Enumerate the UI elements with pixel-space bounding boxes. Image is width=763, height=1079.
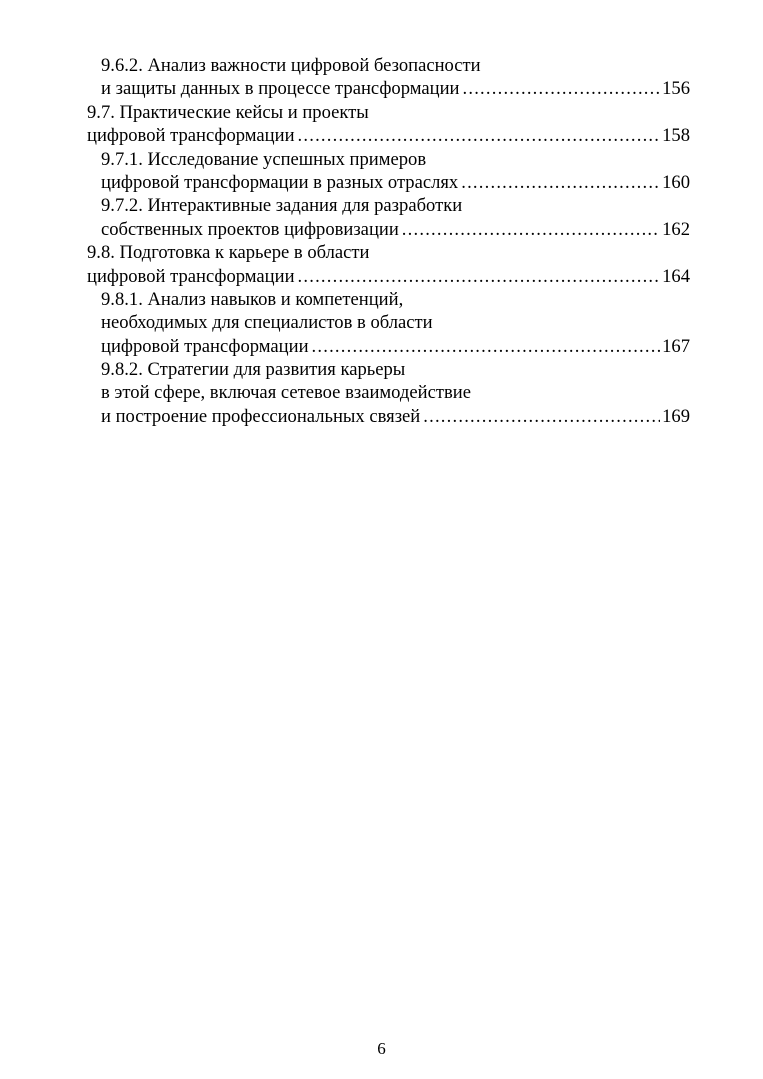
toc-entry-title-end: и построение профессиональных связей (101, 405, 421, 427)
toc-entry-title-end: цифровой трансформации (101, 335, 309, 357)
toc-entry-last-line (101, 335, 690, 358)
dot-leader (312, 335, 661, 358)
toc-page-number: 164 (662, 265, 690, 287)
toc-entry-title-line: в этой сфере, включая сетевое взаимодействие (101, 382, 471, 404)
toc-entry-last-line (87, 124, 690, 147)
toc-entry-last-line (87, 265, 690, 288)
toc-entry-9-8-1[interactable] (87, 288, 690, 358)
toc-entry-title-line: 9.8.1. Анализ навыков и компетенций, (101, 288, 404, 310)
toc-page-number: 167 (662, 335, 690, 357)
toc-page-number: 158 (662, 125, 690, 147)
toc-entry-title-line: 9.8. Подготовка к карьере в области (87, 242, 370, 264)
table-of-contents (87, 54, 690, 428)
toc-page-number: 162 (662, 218, 690, 240)
page-number-footer: 6 (377, 1039, 386, 1058)
toc-entry-title-end: собственных проектов цифровизации (101, 218, 399, 240)
toc-entry-last-line (101, 405, 690, 428)
dot-leader (298, 124, 661, 147)
toc-entry-title-end: и защиты данных в процессе трансформации (101, 78, 460, 100)
toc-entry-title-line: 9.7.1. Исследование успешных примеров (101, 148, 427, 170)
toc-entry-title-end: цифровой трансформации (87, 265, 295, 287)
dot-leader (463, 77, 661, 100)
toc-entry-title-line: 9.7.2. Интерактивные задания для разработки (101, 195, 463, 217)
toc-entry-9-7-2[interactable] (87, 194, 690, 241)
dot-leader (402, 218, 660, 241)
toc-page-number: 160 (662, 171, 690, 193)
toc-entry-9-8[interactable] (87, 241, 690, 288)
toc-entry-title-line: необходимых для специалистов в области (101, 312, 433, 334)
dot-leader (423, 405, 660, 428)
toc-entry-title-line: 9.6.2. Анализ важности цифровой безопасности (101, 55, 481, 76)
toc-entry-9-8-2[interactable] (87, 358, 690, 428)
dot-leader (298, 265, 661, 288)
toc-page-number: 169 (662, 405, 690, 427)
toc-entry-last-line (101, 77, 690, 100)
toc-entry-9-7[interactable] (87, 101, 690, 148)
toc-entry-9-7-1[interactable] (87, 148, 690, 195)
toc-entry-9-6-2[interactable] (87, 54, 690, 101)
toc-entry-title-end: цифровой трансформации в разных отраслях (101, 171, 459, 193)
toc-entry-last-line (101, 218, 690, 241)
toc-entry-title-end: цифровой трансформации (87, 125, 295, 147)
toc-entry-title-line: 9.7. Практические кейсы и проекты (87, 101, 369, 123)
toc-entry-title-line: 9.8.2. Стратегии для развития карьеры (101, 359, 406, 381)
toc-entry-last-line (101, 171, 690, 194)
toc-page-number: 156 (662, 78, 690, 100)
dot-leader (461, 171, 660, 194)
